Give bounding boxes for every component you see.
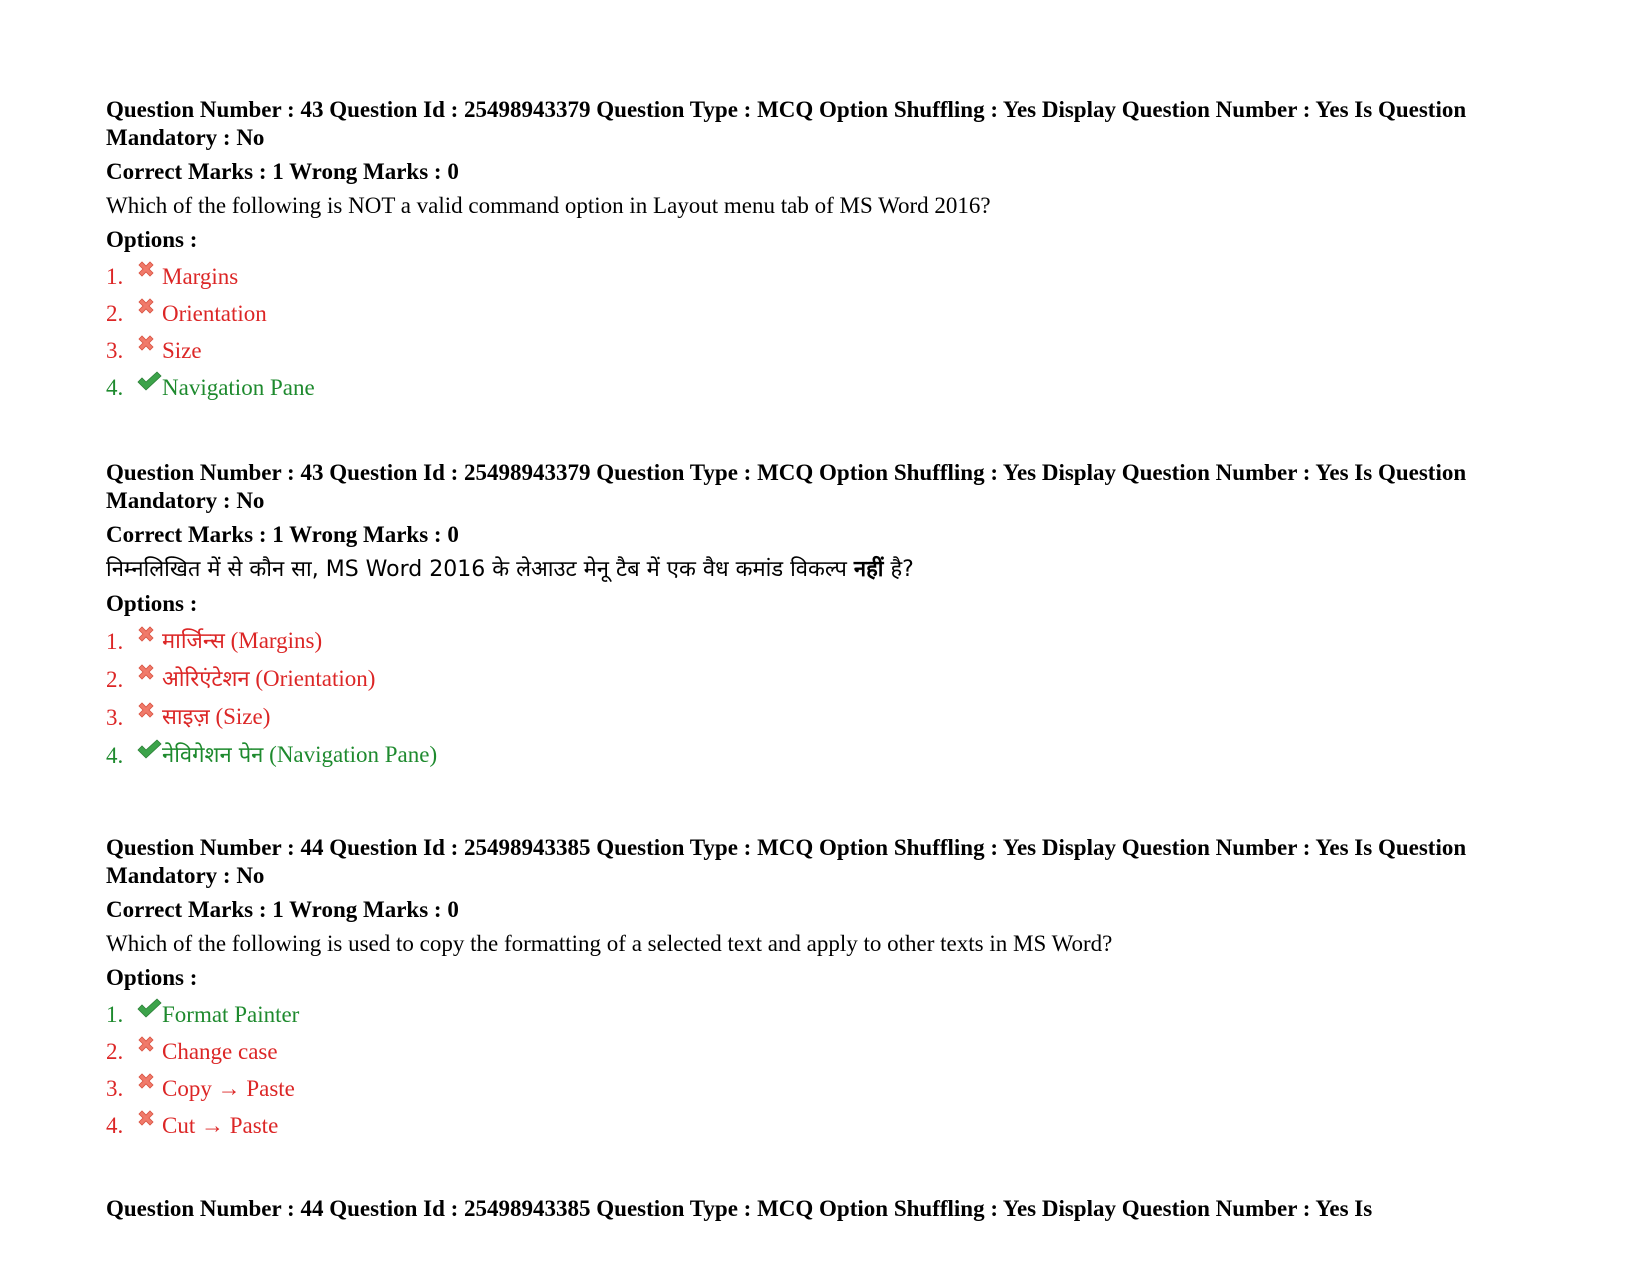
question-marks: Correct Marks : 1 Wrong Marks : 0 (106, 897, 459, 922)
option-item (106, 1075, 1546, 1103)
question-text-part: है? (883, 557, 914, 582)
question-header: Question Number : 44 Question Id : 25498943385 Question Type : MCQ Option Shuffling : Yes Display Question Number : Yes Is (106, 1196, 1373, 1221)
option-label-english: (Margins) (230, 628, 323, 653)
option-label (162, 741, 437, 770)
cross-icon (136, 624, 162, 648)
question-header: Question Number : 43 Question Id : 25498943379 Question Type : MCQ Option Shuffling : Yes Display Question Number : Yes Is Question Mandatory : No (106, 97, 1467, 150)
cross-icon (136, 1108, 162, 1132)
question-text: Which of the following is used to copy the formatting of a selected text and apply to other texts in MS Word? (106, 931, 1113, 956)
option-number: 3. (106, 1076, 124, 1101)
question-text: Which of the following is NOT a valid command option in Layout menu tab of MS Word 2016? (106, 193, 991, 218)
cross-icon (136, 259, 162, 283)
check-icon (136, 370, 162, 394)
option-label-hindi: ओरिएंटेशन (162, 667, 250, 692)
option-item (106, 1038, 1546, 1066)
cross-icon (136, 333, 162, 357)
option-label (162, 703, 270, 732)
option-number: 1. (106, 1002, 124, 1027)
option-label-hindi: साइज़ (162, 705, 210, 730)
option-label-english: (Orientation) (255, 666, 376, 691)
cross-icon (136, 1034, 162, 1058)
check-icon (136, 997, 162, 1021)
option-number: 2. (106, 301, 124, 326)
option-label: Copy → Paste (162, 1076, 295, 1101)
option-item (106, 665, 1546, 694)
option-item (106, 1001, 1546, 1029)
option-label: Margins (162, 264, 239, 289)
cross-icon (136, 662, 162, 686)
option-number: 1. (106, 264, 124, 289)
question-block (106, 834, 1546, 1140)
option-item (106, 263, 1546, 291)
option-number: 3. (106, 704, 124, 730)
question-text-part: निम्नलिखित में से कौन सा, MS Word 2016 के लेआउट मेनू टैब में एक वैध कमांड विकल्प (106, 557, 854, 582)
option-label: Format Painter (162, 1002, 300, 1027)
cross-icon (136, 700, 162, 724)
option-label: Size (162, 338, 202, 363)
question-block (106, 1195, 1546, 1223)
option-item (106, 627, 1546, 656)
question-text-emphasis: नहीं (853, 557, 884, 582)
option-number: 2. (106, 1039, 124, 1064)
option-number: 4. (106, 375, 124, 400)
option-item (106, 741, 1546, 770)
options-label: Options : (106, 227, 198, 252)
option-label: Orientation (162, 301, 267, 326)
option-label: Navigation Pane (162, 375, 315, 400)
question-block (106, 459, 1546, 770)
question-header: Question Number : 44 Question Id : 25498943385 Question Type : MCQ Option Shuffling : Yes Display Question Number : Yes Is Question Mandatory : No (106, 835, 1467, 888)
cross-icon (136, 1071, 162, 1095)
option-item (106, 300, 1546, 328)
cross-icon (136, 296, 162, 320)
option-item (106, 374, 1546, 402)
option-number: 4. (106, 1113, 124, 1138)
question-block (106, 96, 1546, 402)
option-label: Cut → Paste (162, 1113, 279, 1138)
option-item (106, 703, 1546, 732)
question-header: Question Number : 43 Question Id : 25498943379 Question Type : MCQ Option Shuffling : Yes Display Question Number : Yes Is Question Mandatory : No (106, 460, 1467, 513)
option-label: Change case (162, 1039, 278, 1064)
option-label-hindi: मार्जिन्स (162, 629, 225, 654)
question-marks: Correct Marks : 1 Wrong Marks : 0 (106, 522, 459, 547)
option-item (106, 337, 1546, 365)
option-label-hindi: नेविगेशन पेन (162, 743, 264, 768)
option-label-english: (Navigation Pane) (269, 742, 438, 767)
option-number: 2. (106, 666, 124, 692)
check-icon (136, 738, 162, 762)
option-label (162, 627, 322, 656)
option-item (106, 1112, 1546, 1140)
option-label (162, 665, 375, 694)
option-number: 3. (106, 338, 124, 363)
question-marks: Correct Marks : 1 Wrong Marks : 0 (106, 159, 459, 184)
options-label: Options : (106, 965, 198, 990)
option-label-english: (Size) (215, 704, 271, 729)
question-text (106, 555, 1546, 584)
option-number: 4. (106, 742, 124, 768)
options-label: Options : (106, 591, 198, 616)
option-number: 1. (106, 628, 124, 654)
